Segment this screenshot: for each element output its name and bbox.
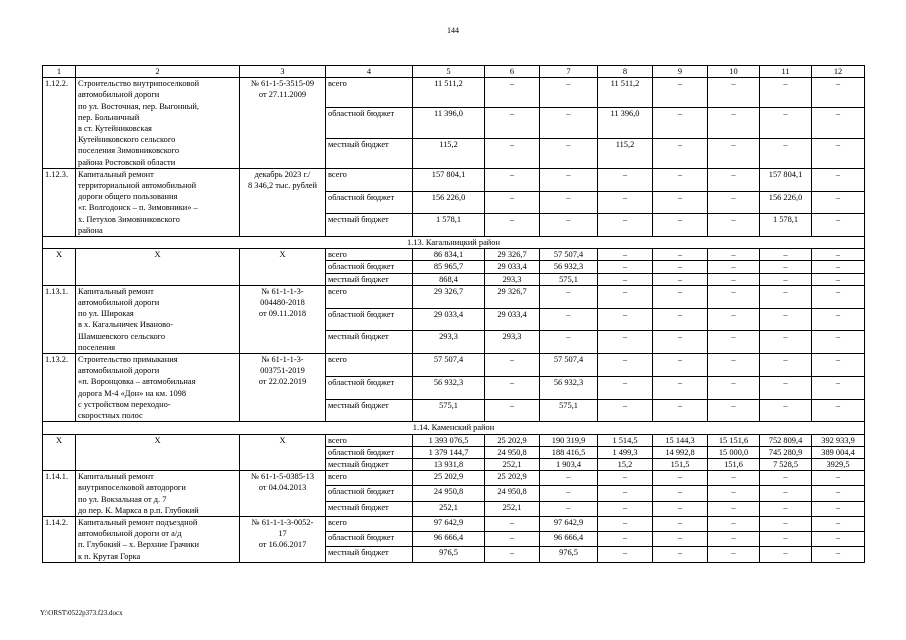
amount-cell: – <box>760 471 812 486</box>
amount-cell: – <box>540 486 598 501</box>
amount-cell: 24 950,8 <box>485 446 540 458</box>
amount-cell: 25 202,9 <box>485 471 540 486</box>
object-document: № 61-1-1-3-0052- 17 от 16.06.2017 <box>240 516 326 562</box>
amount-cell: 56 932,3 <box>540 376 598 399</box>
amount-cell: – <box>485 168 540 191</box>
amount-cell: 56 932,3 <box>540 261 598 273</box>
amount-cell: – <box>485 78 540 108</box>
amount-cell: – <box>812 331 865 354</box>
amount-cell: – <box>598 547 653 562</box>
funding-source: местный бюджет <box>326 331 413 354</box>
amount-cell: – <box>812 501 865 516</box>
funding-source: областной бюджет <box>326 308 413 331</box>
amount-cell: – <box>653 261 708 273</box>
district-total-row <box>43 434 865 446</box>
amount-cell: – <box>653 78 708 108</box>
amount-cell: 1 393 076,5 <box>413 434 485 446</box>
amount-cell: – <box>653 191 708 214</box>
amount-cell: – <box>760 547 812 562</box>
amount-cell: 575,1 <box>540 273 598 285</box>
funding-source: местный бюджет <box>326 273 413 285</box>
amount-cell: – <box>540 501 598 516</box>
amount-cell: – <box>653 273 708 285</box>
amount-cell: – <box>760 249 812 261</box>
amount-cell: 293,3 <box>485 331 540 354</box>
funding-source: областной бюджет <box>326 376 413 399</box>
funding-source: местный бюджет <box>326 547 413 562</box>
amount-cell: 1 578,1 <box>760 214 812 237</box>
amount-cell: 3929,5 <box>812 458 865 470</box>
amount-cell: 11 511,2 <box>598 78 653 108</box>
amount-cell: 96 666,4 <box>540 532 598 547</box>
funding-source: всего <box>326 78 413 108</box>
amount-cell: – <box>760 78 812 108</box>
amount-cell: – <box>653 376 708 399</box>
amount-cell: – <box>812 273 865 285</box>
amount-cell: – <box>598 191 653 214</box>
funding-source: областной бюджет <box>326 486 413 501</box>
amount-cell: – <box>708 486 760 501</box>
amount-cell: – <box>760 285 812 308</box>
object-number: 1.14.2. <box>43 516 76 562</box>
amount-cell: – <box>760 108 812 138</box>
amount-cell: – <box>760 516 812 531</box>
funding-source: местный бюджет <box>326 214 413 237</box>
object-number: 1.12.2. <box>43 78 76 169</box>
amount-cell: – <box>760 331 812 354</box>
amount-cell: – <box>812 354 865 377</box>
amount-cell: 15,2 <box>598 458 653 470</box>
total-marker: X <box>76 434 240 471</box>
amount-cell: 1 379 144,7 <box>413 446 485 458</box>
amount-cell: – <box>485 516 540 531</box>
object-number: 1.12.3. <box>43 168 76 236</box>
object-number: 1.13.2. <box>43 354 76 422</box>
amount-cell: – <box>598 532 653 547</box>
object-row <box>43 471 865 486</box>
amount-cell: – <box>653 532 708 547</box>
amount-cell: – <box>812 308 865 331</box>
amount-cell: – <box>760 354 812 377</box>
amount-cell: – <box>653 501 708 516</box>
amount-cell: 1 499,3 <box>598 446 653 458</box>
amount-cell: – <box>653 516 708 531</box>
object-number: 1.13.1. <box>43 285 76 353</box>
amount-cell: – <box>812 376 865 399</box>
amount-cell: 15 151,6 <box>708 434 760 446</box>
funding-source: областной бюджет <box>326 108 413 138</box>
amount-cell: 188 416,5 <box>540 446 598 458</box>
amount-cell: – <box>708 376 760 399</box>
amount-cell: 156 226,0 <box>413 191 485 214</box>
column-number: 4 <box>326 66 413 78</box>
funding-source: областной бюджет <box>326 446 413 458</box>
amount-cell: – <box>598 399 653 422</box>
amount-cell: – <box>708 273 760 285</box>
amount-cell: – <box>540 471 598 486</box>
amount-cell: 11 511,2 <box>413 78 485 108</box>
amount-cell: – <box>485 547 540 562</box>
amount-cell: 252,1 <box>413 501 485 516</box>
amount-cell: 25 202,9 <box>485 434 540 446</box>
amount-cell: – <box>598 486 653 501</box>
district-total-row <box>43 249 865 261</box>
amount-cell: 976,5 <box>413 547 485 562</box>
page-number: 144 <box>447 26 459 35</box>
object-row <box>43 354 865 377</box>
column-number: 9 <box>653 66 708 78</box>
column-number: 7 <box>540 66 598 78</box>
amount-cell: – <box>708 285 760 308</box>
amount-cell: 97 642,9 <box>413 516 485 531</box>
amount-cell: – <box>760 261 812 273</box>
amount-cell: – <box>485 354 540 377</box>
file-path-footer: Y:\ORST\0522p373.f23.docx <box>40 609 123 617</box>
amount-cell: 151,6 <box>708 458 760 470</box>
amount-cell: – <box>598 285 653 308</box>
funding-source: всего <box>326 471 413 486</box>
amount-cell: 293,3 <box>485 273 540 285</box>
amount-cell: – <box>485 191 540 214</box>
amount-cell: – <box>653 471 708 486</box>
amount-cell: – <box>653 138 708 168</box>
amount-cell: 85 965,7 <box>413 261 485 273</box>
amount-cell: 57 507,4 <box>413 354 485 377</box>
object-name: Капитальный ремонт подъездной автомобильной дороги от а/д п. Глубокий – х. Верхние Грачики к п. Крутая Горка <box>76 516 240 562</box>
funding-source: областной бюджет <box>326 191 413 214</box>
amount-cell: 575,1 <box>540 399 598 422</box>
amount-cell: – <box>708 108 760 138</box>
funding-table <box>42 65 865 563</box>
funding-source: местный бюджет <box>326 501 413 516</box>
funding-source: всего <box>326 249 413 261</box>
amount-cell: – <box>485 532 540 547</box>
column-number: 5 <box>413 66 485 78</box>
amount-cell: – <box>812 486 865 501</box>
column-number: 2 <box>76 66 240 78</box>
column-number: 11 <box>760 66 812 78</box>
amount-cell: 29 326,7 <box>413 285 485 308</box>
amount-cell: – <box>653 308 708 331</box>
amount-cell: 29 326,7 <box>485 249 540 261</box>
amount-cell: 86 834,1 <box>413 249 485 261</box>
amount-cell: 29 033,4 <box>413 308 485 331</box>
amount-cell: 15 000,0 <box>708 446 760 458</box>
amount-cell: – <box>485 108 540 138</box>
amount-cell: – <box>812 138 865 168</box>
amount-cell: 29 326,7 <box>485 285 540 308</box>
amount-cell: – <box>485 138 540 168</box>
amount-cell: 745 280,9 <box>760 446 812 458</box>
column-number: 1 <box>43 66 76 78</box>
funding-source: всего <box>326 434 413 446</box>
amount-cell: – <box>540 78 598 108</box>
amount-cell: 252,1 <box>485 501 540 516</box>
amount-cell: – <box>708 138 760 168</box>
amount-cell: – <box>812 249 865 261</box>
amount-cell: – <box>598 471 653 486</box>
amount-cell: – <box>598 331 653 354</box>
amount-cell: 24 950,8 <box>413 486 485 501</box>
object-name: Капитальный ремонт автомобильной дороги по ул. Широкая в х. Кагальничек Иваново- Шамшевского сельского поселения <box>76 285 240 353</box>
amount-cell: – <box>598 249 653 261</box>
amount-cell: – <box>540 168 598 191</box>
amount-cell: – <box>653 168 708 191</box>
amount-cell: – <box>760 486 812 501</box>
total-marker: X <box>43 434 76 471</box>
amount-cell: 115,2 <box>413 138 485 168</box>
amount-cell: 29 033,4 <box>485 308 540 331</box>
section-title: 1.14. Каменский район <box>43 422 865 434</box>
amount-cell: – <box>812 214 865 237</box>
amount-cell: – <box>760 399 812 422</box>
amount-cell: 976,5 <box>540 547 598 562</box>
amount-cell: – <box>812 547 865 562</box>
amount-cell: – <box>708 331 760 354</box>
amount-cell: 11 396,0 <box>598 108 653 138</box>
amount-cell: 1 514,5 <box>598 434 653 446</box>
amount-cell: – <box>653 214 708 237</box>
amount-cell: 15 144,3 <box>653 434 708 446</box>
amount-cell: – <box>540 108 598 138</box>
object-name: Строительство примыкания автомобильной дороги «п. Воронцовка – автомобильная дорога М-4 «Дон» на км. 1098 с устройством переходно- скоростных полос <box>76 354 240 422</box>
funding-source: местный бюджет <box>326 138 413 168</box>
section-header-row <box>43 422 865 434</box>
section-title: 1.13. Кагальницкий район <box>43 237 865 249</box>
amount-cell: 575,1 <box>413 399 485 422</box>
amount-cell: – <box>540 285 598 308</box>
amount-cell: – <box>708 308 760 331</box>
amount-cell: 57 507,4 <box>540 354 598 377</box>
amount-cell: 56 932,3 <box>413 376 485 399</box>
amount-cell: – <box>598 308 653 331</box>
amount-cell: – <box>812 532 865 547</box>
amount-cell: – <box>708 191 760 214</box>
amount-cell: – <box>598 354 653 377</box>
amount-cell: – <box>598 214 653 237</box>
amount-cell: 1 578,1 <box>413 214 485 237</box>
amount-cell: – <box>760 308 812 331</box>
amount-cell: 25 202,9 <box>413 471 485 486</box>
amount-cell: 7 528,5 <box>760 458 812 470</box>
amount-cell: – <box>708 471 760 486</box>
object-number: 1.14.1. <box>43 471 76 517</box>
object-document: декабрь 2023 г./ 8 346,2 тыс. рублей <box>240 168 326 236</box>
column-number: 6 <box>485 66 540 78</box>
amount-cell: 151,5 <box>653 458 708 470</box>
amount-cell: – <box>653 354 708 377</box>
amount-cell: – <box>812 78 865 108</box>
amount-cell: – <box>708 78 760 108</box>
amount-cell: – <box>708 261 760 273</box>
amount-cell: – <box>708 399 760 422</box>
amount-cell: 293,3 <box>413 331 485 354</box>
amount-cell: – <box>598 261 653 273</box>
column-number: 12 <box>812 66 865 78</box>
amount-cell: 752 809,4 <box>760 434 812 446</box>
amount-cell: – <box>598 168 653 191</box>
column-number: 3 <box>240 66 326 78</box>
section-header-row <box>43 237 865 249</box>
amount-cell: 97 642,9 <box>540 516 598 531</box>
object-document: № 61-1-5-0385-13 от 04.04.2013 <box>240 471 326 517</box>
amount-cell: 868,4 <box>413 273 485 285</box>
amount-cell: 96 666,4 <box>413 532 485 547</box>
amount-cell: – <box>653 331 708 354</box>
amount-cell: – <box>598 273 653 285</box>
amount-cell: 156 226,0 <box>760 191 812 214</box>
total-marker: X <box>43 249 76 286</box>
object-name: Капитальный ремонт территориальной автомобильной дороги общего пользования «г. Волгодонск – п. Зимовники» – х. Петухов Зимовниковского района <box>76 168 240 236</box>
amount-cell: – <box>598 376 653 399</box>
amount-cell: – <box>708 249 760 261</box>
object-document: № 61-1-1-3- 004480-2018 от 09.11.2018 <box>240 285 326 353</box>
amount-cell: – <box>485 214 540 237</box>
total-marker: X <box>76 249 240 286</box>
amount-cell: – <box>540 308 598 331</box>
amount-cell: – <box>812 261 865 273</box>
amount-cell: – <box>812 191 865 214</box>
amount-cell: – <box>540 331 598 354</box>
amount-cell: 13 931,8 <box>413 458 485 470</box>
funding-source: всего <box>326 168 413 191</box>
object-row <box>43 516 865 531</box>
amount-cell: – <box>708 547 760 562</box>
amount-cell: – <box>653 285 708 308</box>
amount-cell: – <box>708 354 760 377</box>
object-name: Строительство внутрипоселковой автомобильной дороги по ул. Восточная, пер. Выгонный, пер. Больничный в ст. Кутейниковская Кутейниковского сельского поселения Зимовниковского района Ростовской области <box>76 78 240 169</box>
column-number: 10 <box>708 66 760 78</box>
funding-source: всего <box>326 354 413 377</box>
amount-cell: – <box>540 214 598 237</box>
amount-cell: – <box>708 516 760 531</box>
column-number: 8 <box>598 66 653 78</box>
amount-cell: – <box>653 108 708 138</box>
amount-cell: – <box>708 501 760 516</box>
amount-cell: – <box>812 516 865 531</box>
column-numbers-row <box>43 66 865 78</box>
funding-source: всего <box>326 516 413 531</box>
funding-source: местный бюджет <box>326 399 413 422</box>
object-name: Капитальный ремонт внутрипоселковой автодороги по ул. Вокзальная от д. 7 до пер. К. Маркса в р.п. Глубокий <box>76 471 240 517</box>
amount-cell: – <box>598 501 653 516</box>
amount-cell: – <box>760 501 812 516</box>
amount-cell: – <box>812 168 865 191</box>
amount-cell: 157 804,1 <box>760 168 812 191</box>
amount-cell: – <box>540 138 598 168</box>
amount-cell: – <box>812 471 865 486</box>
amount-cell: – <box>812 399 865 422</box>
amount-cell: – <box>812 108 865 138</box>
amount-cell: – <box>760 138 812 168</box>
amount-cell: – <box>760 532 812 547</box>
amount-cell: – <box>760 376 812 399</box>
funding-source: областной бюджет <box>326 532 413 547</box>
amount-cell: 24 950,8 <box>485 486 540 501</box>
amount-cell: – <box>708 532 760 547</box>
object-row <box>43 78 865 108</box>
object-document: № 61-1-1-3- 003751-2019 от 22.02.2019 <box>240 354 326 422</box>
amount-cell: 57 507,4 <box>540 249 598 261</box>
amount-cell: – <box>812 285 865 308</box>
amount-cell: 115,2 <box>598 138 653 168</box>
amount-cell: – <box>485 399 540 422</box>
amount-cell: – <box>653 547 708 562</box>
amount-cell: – <box>708 168 760 191</box>
amount-cell: – <box>653 249 708 261</box>
amount-cell: 190 319,9 <box>540 434 598 446</box>
amount-cell: 1 903,4 <box>540 458 598 470</box>
funding-source: областной бюджет <box>326 261 413 273</box>
amount-cell: 157 804,1 <box>413 168 485 191</box>
total-marker: X <box>240 249 326 286</box>
amount-cell: 392 933,9 <box>812 434 865 446</box>
amount-cell: 389 004,4 <box>812 446 865 458</box>
amount-cell: – <box>653 486 708 501</box>
amount-cell: – <box>760 273 812 285</box>
funding-source: всего <box>326 285 413 308</box>
amount-cell: – <box>540 191 598 214</box>
object-row <box>43 285 865 308</box>
object-document: № 61-1-5-3515-09 от 27.11.2009 <box>240 78 326 169</box>
amount-cell: – <box>598 516 653 531</box>
object-row <box>43 168 865 191</box>
amount-cell: – <box>653 399 708 422</box>
amount-cell: – <box>485 376 540 399</box>
total-marker: X <box>240 434 326 471</box>
funding-source: местный бюджет <box>326 458 413 470</box>
amount-cell: 29 033,4 <box>485 261 540 273</box>
amount-cell: 14 992,8 <box>653 446 708 458</box>
amount-cell: – <box>708 214 760 237</box>
amount-cell: 252,1 <box>485 458 540 470</box>
amount-cell: 11 396,0 <box>413 108 485 138</box>
